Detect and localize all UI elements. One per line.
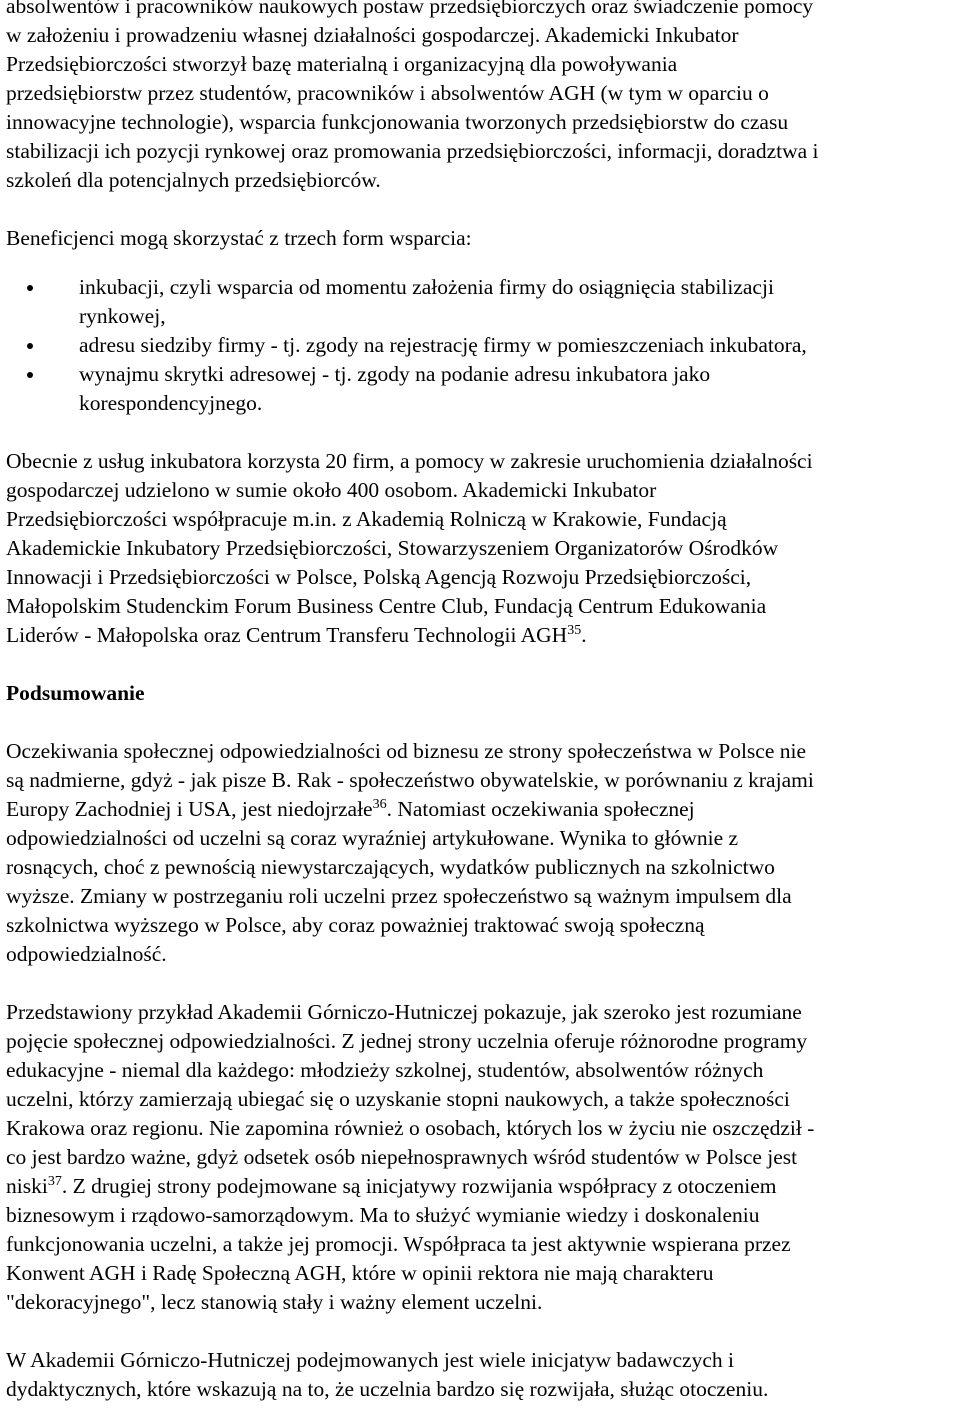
text-line: Przedsiębiorczości stworzył bazę materialną i organizacyjną dla powoływania <box>6 52 678 76</box>
text-line: gospodarczej udzielono w sumie około 400 osobom. Akademicki Inkubator <box>6 478 657 502</box>
beneficiaries-intro: Beneficjenci mogą skorzystać z trzech form wsparcia: <box>6 226 472 250</box>
text-line: uczelni, którzy zamierzają ubiegać się o uzyskanie stopni naukowych, a także społeczności <box>6 1087 790 1111</box>
footnote-ref-35[interactable]: 35 <box>567 623 582 638</box>
bullet-icon <box>27 372 33 378</box>
text-span: . <box>581 623 587 647</box>
list-item <box>6 273 948 302</box>
list-item <box>6 331 948 360</box>
text-line: Przedstawiony przykład Akademii Górniczo-Hutniczej pokazuje, jak szeroko jest rozumiane <box>6 1000 802 1024</box>
text-line: co jest bardzo ważne, gdyż odsetek osób niepełnosprawnych wśród studentów w Polsce jest <box>6 1145 798 1169</box>
paragraph-final <box>6 1346 948 1404</box>
text-line: szkoleń dla potencjalnych przedsiębiorców. <box>6 168 381 192</box>
text-line: rosnących, choć z pewnością niewystarczających, wydatków publicznych na szkolnictwo <box>6 855 775 879</box>
text-line: odpowiedzialność. <box>6 942 167 966</box>
text-line: szkolnictwa wyższego w Polsce, aby coraz poważniej traktować swoją społeczną <box>6 913 705 937</box>
text-line: stabilizacji ich pozycji rynkowej oraz promowania przedsiębiorczości, informacji, doradztwa i <box>6 139 819 163</box>
text-line: wyższe. Zmiany w postrzeganiu roli uczelni przez społeczeństwo są ważnym impulsem dla <box>6 884 792 908</box>
bullet-icon <box>27 285 33 291</box>
text-line <box>6 795 948 824</box>
section-heading: Podsumowanie <box>6 681 145 705</box>
beneficiaries-section <box>6 224 948 418</box>
footnote-ref-36[interactable]: 36 <box>372 797 387 812</box>
text-line: W Akademii Górniczo-Hutniczej podejmowanych jest wiele inicjatyw badawczych i <box>6 1348 734 1372</box>
paragraph-agh <box>6 998 948 1317</box>
paragraph-summary <box>6 737 948 969</box>
paragraph-spacer <box>6 969 948 998</box>
paragraph-spacer <box>6 1317 948 1346</box>
text-line: innowacyjne technologie), wsparcia funkcjonowania tworzonych przedsiębiorstw do czasu <box>6 110 789 134</box>
paragraph-spacer <box>6 195 948 224</box>
text-span: niski <box>6 1174 48 1198</box>
footnote-ref-37[interactable]: 37 <box>47 1174 62 1189</box>
text-line: Przedsiębiorczości współpracuje m.in. z Akademią Rolniczą w Krakowie, Fundacją <box>6 507 727 531</box>
text-line: Konwent AGH i Radę Społeczną AGH, które w opinii rektora nie mają charakteru <box>6 1261 714 1285</box>
bullet-list <box>6 273 948 418</box>
list-item-continuation: korespondencyjnego. <box>79 391 263 415</box>
list-item-text: inkubacji, czyli wsparcia od momentu założenia firmy do osiągnięcia stabilizacji <box>79 275 774 299</box>
list-item <box>6 360 948 389</box>
text-line: Małopolskim Studenckim Forum Business Centre Club, Fundacją Centrum Edukowania <box>6 594 767 618</box>
paragraph-intro <box>6 0 948 195</box>
text-line: Obecnie z usług inkubatora korzysta 20 firm, a pomocy w zakresie uruchomienia działalności <box>6 449 813 473</box>
text-line: edukacyjne - niemal dla każdego: młodzieży szkolnej, studentów, absolwentów różnych <box>6 1058 764 1082</box>
paragraph-spacer <box>6 708 948 737</box>
text-line: odpowiedzialności od uczelni są coraz wyraźniej artykułowane. Wynika to głównie z <box>6 826 739 850</box>
paragraph-spacer <box>6 253 948 273</box>
paragraph-spacer <box>6 650 948 679</box>
list-item-continuation: rynkowej, <box>79 304 166 328</box>
text-line: Krakowa oraz regionu. Nie zapomina również o osobach, których los w życiu nie oszczędził - <box>6 1116 815 1140</box>
text-line: biznesowym i rządowo-samorządowym. Ma to służyć wymianie wiedzy i doskonaleniu <box>6 1203 760 1227</box>
text-line: pojęcie społecznej odpowiedzialności. Z jednej strony uczelnia oferuje różnorodne programy <box>6 1029 808 1053</box>
text-line: absolwentów i pracowników naukowych postaw przedsiębiorczych oraz świadczenie pomocy <box>6 0 814 18</box>
text-line <box>6 1172 948 1201</box>
text-span: . Natomiast oczekiwania społecznej <box>386 797 695 821</box>
text-span: Europy Zachodniej i USA, jest niedojrzałe <box>6 797 373 821</box>
paragraph-partners <box>6 447 948 650</box>
document-page <box>6 0 948 1404</box>
text-line: Innowacji i Przedsiębiorczości w Polsce, Polską Agencją Rozwoju Przedsiębiorczości, <box>6 565 752 589</box>
text-span: . Z drugiej strony podejmowane są inicjatywy rozwijania współpracy z otoczeniem <box>61 1174 777 1198</box>
list-item-text: adresu siedziby firmy - tj. zgody na rejestrację firmy w pomieszczeniach inkubatora, <box>79 333 807 357</box>
text-line: Oczekiwania społecznej odpowiedzialności od biznesu ze strony społeczeństwa w Polsce nie <box>6 739 807 763</box>
text-line: Akademickie Inkubatory Przedsiębiorczości, Stowarzyszeniem Organizatorów Ośrodków <box>6 536 779 560</box>
text-line: dydaktycznych, które wskazują na to, że uczelnia bardzo się rozwijała, służąc otoczeniu. <box>6 1377 769 1401</box>
text-line: w założeniu i prowadzeniu własnej działalności gospodarczej. Akademicki Inkubator <box>6 23 739 47</box>
list-item-text: wynajmu skrytki adresowej - tj. zgody na podanie adresu inkubatora jako <box>79 362 711 386</box>
text-line: funkcjonowania uczelni, a także jej promocji. Współpraca ta jest aktywnie wspierana przez <box>6 1232 791 1256</box>
text-span: Liderów - Małopolska oraz Centrum Transferu Technologii AGH <box>6 623 568 647</box>
text-line <box>6 621 948 650</box>
text-line: są nadmierne, gdyż - jak pisze B. Rak - społeczeństwo obywatelskie, w porównaniu z krajami <box>6 768 814 792</box>
bullet-icon <box>27 343 33 349</box>
text-line: "dekoracyjnego", lecz stanowią stały i ważny element uczelni. <box>6 1290 543 1314</box>
paragraph-spacer <box>6 418 948 447</box>
text-line: przedsiębiorstw przez studentów, pracowników i absolwentów AGH (w tym w oparciu o <box>6 81 769 105</box>
